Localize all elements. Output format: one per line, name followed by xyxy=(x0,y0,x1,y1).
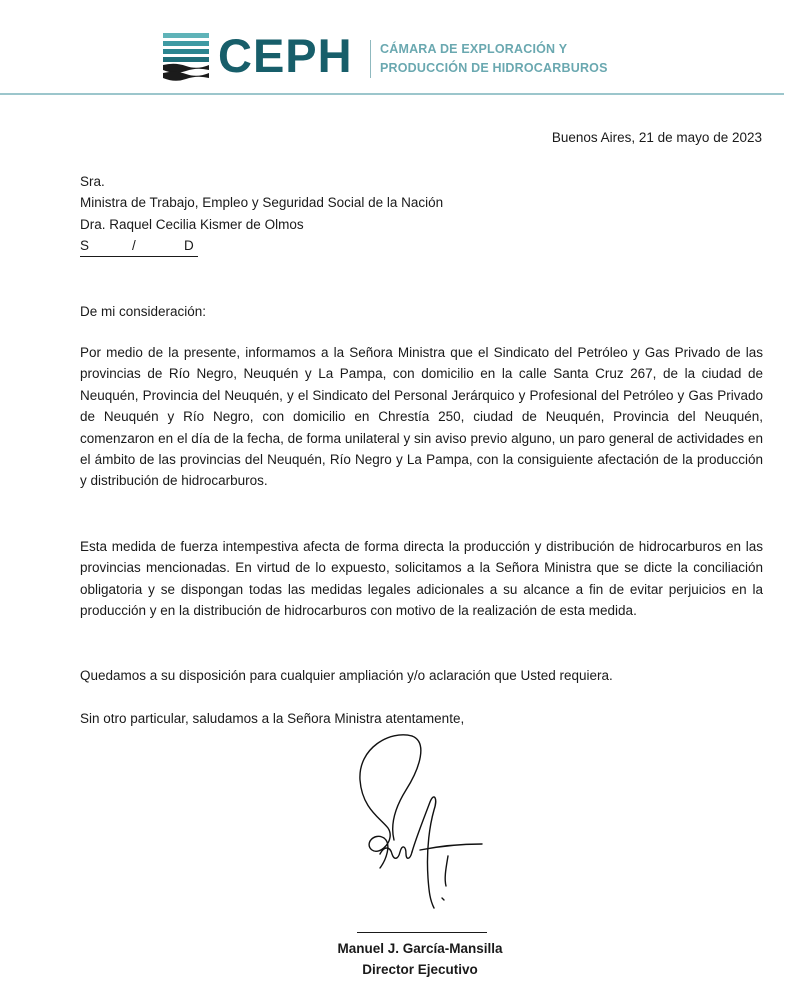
ceph-logo-icon xyxy=(163,33,209,81)
sd-left: S xyxy=(80,238,90,254)
logo-name: CEPH xyxy=(218,29,353,82)
signature-line xyxy=(357,932,487,933)
greeting: De mi consideración: xyxy=(80,304,207,319)
letterhead xyxy=(0,0,800,100)
logo-divider xyxy=(370,40,371,78)
signer-block xyxy=(300,938,540,980)
sd-right: D xyxy=(184,238,194,254)
letter-date: Buenos Aires, 21 de mayo de 2023 xyxy=(551,130,762,145)
body-paragraph-2: Esta medida de fuerza intempestiva afecta de forma directa la producción y distribución de hidrocarburos en las provincias mencionadas. En virtud de lo expuesto, solicitamos a la Señora Ministra que se dicte la conciliación obligatoria y se dispongan todas las medidas legales adicionales a su alcance a fin de evitar perjuicios en la producción y en la distribución de hidrocarburos con motivo de la realización de esta medida. xyxy=(80,539,763,619)
recipient-sd xyxy=(80,235,198,257)
recipient-block xyxy=(80,171,443,264)
sd-mid: / xyxy=(132,238,136,254)
recipient-salutation: Sra. xyxy=(80,174,105,189)
recipient-position: Ministra de Trabajo, Empleo y Seguridad Social de la Nación xyxy=(80,195,444,211)
logo-subtitle-line2: PRODUCCIÓN DE HIDROCARBUROS xyxy=(380,61,608,75)
closing-line: Sin otro particular, saludamos a la Señora Ministra atentamente, xyxy=(80,711,465,726)
logo-subtitle-line1: CÁMARA DE EXPLORACIÓN Y xyxy=(380,42,568,56)
recipient-name: Dra. Raquel Cecilia Kismer de Olmos xyxy=(80,216,304,232)
logo-subtitle xyxy=(380,40,608,78)
body-paragraph-3: Quedamos a su disposición para cualquier ampliación y/o aclaración que Usted requiera. xyxy=(80,668,613,683)
header-rule xyxy=(0,93,784,95)
signer-title: Director Ejecutivo xyxy=(362,962,478,977)
body-paragraph-1: Por medio de la presente, informamos a la Señora Ministra que el Sindicato del Petróleo y Gas Privado de las provincias de Río Negro, Neuquén y La Pampa, con domicilio en la calle Santa Cruz 267, de la ciudad de Neuquén, Provincia del Neuquén, y el Sindicato del Personal Jerárquico y Profesional del Petróleo y Gas Privado de Neuquén y Río Negro, con domicilio en Chrestía 250, ciudad de Neuquén, Provincia del Neuquén, comenzaron en el día de la fecha, de forma unilateral y sin aviso previo alguno, un paro general de actividades en el ámbito de las provincias del Neuquén, Río Negro y La Pampa, con la consiguiente afectación de la producción y distribución de hidrocarburos. xyxy=(80,345,763,489)
signer-name: Manuel J. García-Mansilla xyxy=(337,941,503,956)
handwritten-signature xyxy=(350,728,490,918)
